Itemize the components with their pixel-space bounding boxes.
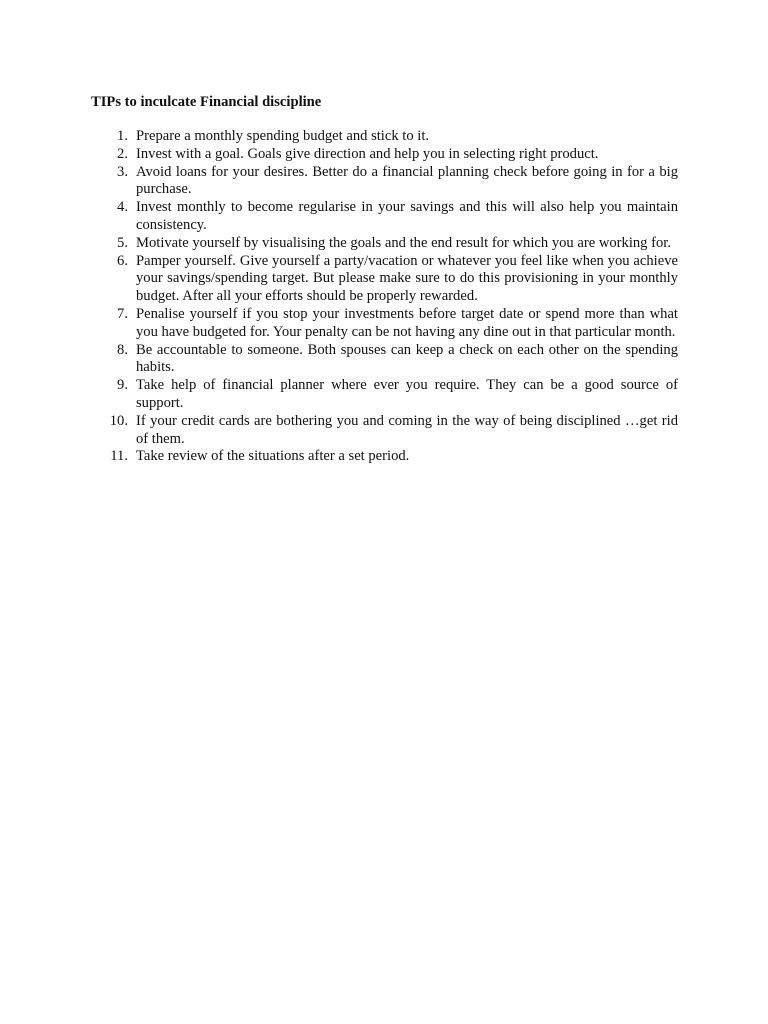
list-item [91, 377, 678, 413]
list-item [91, 342, 678, 378]
list-item-number: 9. [117, 377, 128, 394]
list-item-number: 8. [117, 341, 128, 358]
list-item-text: Pamper yourself. Give yourself a party/vacation or whatever you feel like when you achieve your savings/spending target. But please make sure to do this provisioning in your monthly budget. After all your efforts should be properly rewarded. [136, 252, 678, 305]
list-item-text: Invest monthly to become regularise in your savings and this will also help you maintain consistency. [136, 199, 678, 233]
tips-list [91, 128, 678, 466]
list-item-text: Take review of the situations after a set period. [136, 448, 410, 465]
list-item [91, 199, 678, 235]
list-item-number: 3. [117, 163, 128, 180]
list-item [91, 413, 678, 449]
list-item-number: 1. [117, 128, 128, 144]
list-item [91, 128, 678, 146]
list-item-text: Take help of financial planner where ever you require. They can be a good source of support. [136, 377, 678, 411]
list-item [91, 235, 678, 253]
list-item-text: Avoid loans for your desires. Better do a financial planning check before going in for a big purchase. [136, 163, 678, 198]
list-item-text: Motivate yourself by visualising the goals and the end result for which you are working for. [136, 234, 671, 251]
list-item-text: Penalise yourself if you stop your investments before target date or spend more than what you have budgeted for. Your penalty can be not having any dine out in that particular month. [136, 305, 678, 340]
list-item [91, 253, 678, 306]
list-item-number: 11. [110, 448, 128, 465]
list-item-text: Invest with a goal. Goals give direction and help you in selecting right product. [136, 145, 599, 162]
list-item-number: 2. [117, 145, 128, 162]
list-item [91, 146, 678, 164]
list-item [91, 306, 678, 342]
list-item-number: 7. [117, 305, 128, 322]
list-item [91, 448, 678, 466]
list-item-text: Be accountable to someone. Both spouses can keep a check on each other on the spending habits. [136, 341, 678, 376]
list-item-number: 6. [117, 252, 128, 269]
document-title: TIPs to inculcate Financial discipline [91, 94, 322, 110]
list-item [91, 164, 678, 200]
list-item-number: 4. [117, 199, 128, 216]
list-item-number: 5. [117, 234, 128, 251]
list-item-text: Prepare a monthly spending budget and stick to it. [136, 128, 430, 144]
list-item-number: 10. [109, 412, 128, 429]
list-item-text: If your credit cards are bothering you and coming in the way of being disciplined …get rid of them. [136, 412, 678, 447]
